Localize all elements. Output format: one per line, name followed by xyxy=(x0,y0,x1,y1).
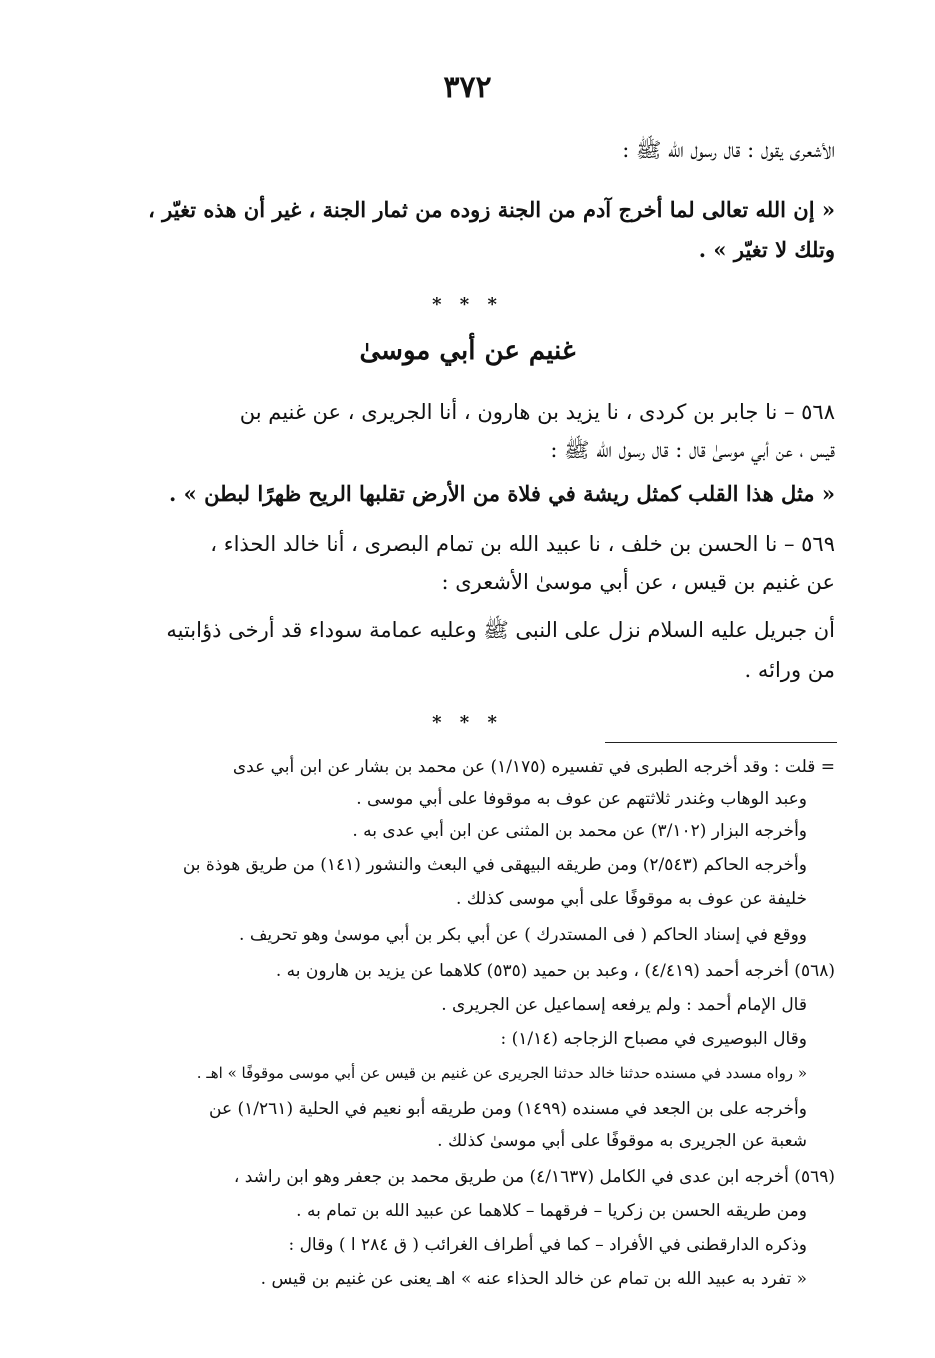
footnote-line: وذكره الدارقطنى في الأفراد – كما في أطراف الغرائب ( ق ٢٨٤ ا ) وقال : xyxy=(288,1235,807,1255)
section-heading: غنيم عن أبي موسىٰ xyxy=(359,336,576,366)
footnote-line: (٥٦٩) أخرجه ابن عدى في الكامل (٤/١٦٣٧) من طريق محمد بن جعفر وهو ابن راشد ، xyxy=(233,1167,835,1187)
footnote-line: ومن طريقه الحسن بن زكريا – فرقهما – كلاهما عن عبيد الله بن تمام به . xyxy=(296,1201,807,1221)
footnote-line: « رواه مسدد في مسنده حدثنا خالد حدثنا الجريرى عن غنيم بن قيس عن أبي موسى موقوفًا » اهـ . xyxy=(196,1064,807,1082)
hadith-quote-line: « إن الله تعالى لما أخرج آدم من الجنة زوده من ثمار الجنة ، غير أن هذه تغيّر ، xyxy=(148,197,835,222)
footnote-line: وأخرجه على بن الجعد في مسنده (١٤٩٩) ومن طريقه أبو نعيم في الحلية (١/٢٦١) عن xyxy=(209,1099,807,1119)
hadith-quote-line: وتلك لا تغيّر » . xyxy=(698,237,835,262)
hadith-569-isnad: عن غنيم بن قيس ، عن أبي موسىٰ الأشعرى : xyxy=(441,570,835,594)
hadith-569-matn: من ورائه . xyxy=(744,658,835,682)
footnote-line: شعبة عن الجريرى به موقوفًا على أبي موسىٰ كذلك . xyxy=(437,1131,807,1151)
footnote-line: « تفرد به عبيد الله بن تمام عن خالد الحذاء عنه » اهـ يعنى عن غنيم بن قيس . xyxy=(260,1269,807,1289)
section-separator: * * * xyxy=(432,294,503,315)
hadith-568-matn: « مثل هذا القلب كمثل ريشة في فلاة من الأرض تقلبها الريح ظهرًا لبطن » . xyxy=(169,481,835,506)
hadith-568-isnad: قيس ، عن أبي موسىٰ قال : قال رسول الله ﷺ : xyxy=(550,438,835,462)
hadith-569-isnad: ٥٦٩ – نا الحسن بن خلف ، نا عبيد الله بن تمام البصرى ، أنا خالد الحذاء ، xyxy=(210,532,835,556)
footnote-rule xyxy=(605,742,837,743)
footnote-line: (٥٦٨) أخرجه أحمد (٤/٤١٩) ، وعبد بن حميد (٥٣٥) كلاهما عن يزيد بن هارون به . xyxy=(275,961,835,981)
page-number: ٣٧٢ xyxy=(443,70,492,105)
footnote-line: وقال البوصيرى في مصباح الزجاجه (١/١٤) : xyxy=(500,1029,807,1049)
section-separator: * * * xyxy=(432,712,503,733)
footnote-line: وأخرجه البزار (٣/١٠٢) عن محمد بن المثنى عن ابن أبي عدى به . xyxy=(352,821,807,841)
narration-line: الأشعرى يقول : قال رسول الله ﷺ : xyxy=(622,138,835,162)
footnote-line: خليفة عن عوف به موقوفًا على أبي موسى كذلك . xyxy=(456,889,807,909)
footnote-line: وأخرجه الحاكم (٢/٥٤٣) ومن طريقه البيهقى في البعث والنشور (١٤١) من طريق هوذة بن xyxy=(182,855,807,875)
footnote-line: ووقع في إسناد الحاكم ( فى المستدرك ) عن أبي بكر بن أبي موسىٰ وهو تحريف . xyxy=(239,925,807,945)
hadith-568-isnad: ٥٦٨ – نا جابر بن كردى ، نا يزيد بن هارون ، أنا الجريرى ، عن غنيم بن xyxy=(239,400,835,424)
footnote-line: قال الإمام أحمد : ولم يرفعه إسماعيل عن الجريرى . xyxy=(441,995,807,1015)
footnote-line: وعبد الوهاب وغندر ثلاثتهم عن عوف به موقوفا على أبي موسى . xyxy=(356,789,807,809)
footnote-line: = قلت : وقد أخرجه الطبرى في تفسيره (١/١٧٥) عن محمد بن بشار عن ابن أبي عدى xyxy=(232,757,835,777)
hadith-569-matn: أن جبريل عليه السلام نزل على النبى ﷺ وعليه عمامة سوداء قد أرخى ذؤابتيه xyxy=(166,618,835,642)
